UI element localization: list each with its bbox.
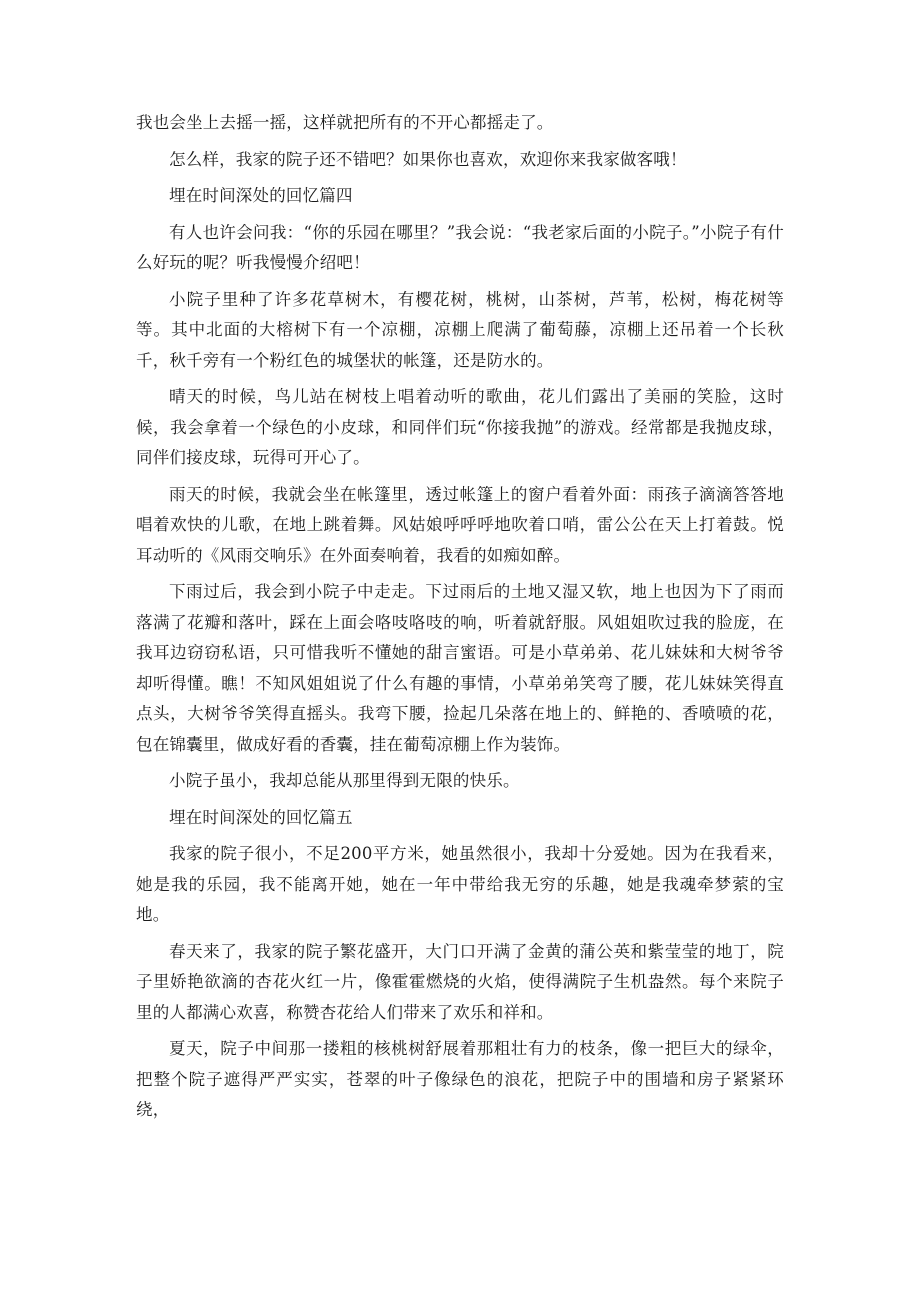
paragraph-9: 我家的院子很小，不足200平方米，她虽然很小，我却十分爱她。因为在我看来，她是我的乐园，我不能离开她，她在一年中带给我无穷的乐趣，她是我魂牵梦萦的宝地。 <box>136 844 784 924</box>
section-heading-4: 埋在时间深处的回忆篇四 <box>169 186 353 205</box>
paragraph-8: 小院子虽小，我却总能从那里得到无限的快乐。 <box>169 771 520 790</box>
section-heading-5: 埋在时间深处的回忆篇五 <box>169 807 353 827</box>
paragraph-6: 雨天的时候，我就会坐在帐篷里，透过帐篷上的窗户看着外面：雨孩子滴滴答答地唱着欢快的儿歌，在地上跳着舞。风姑娘呼呼呼地吹着口哨，雷公公在天上打着鼓。悦耳动听的《风雨交响乐》在外面奏响着，我看的如痴如醉。 <box>136 484 784 565</box>
document-body <box>136 108 784 1132</box>
paragraph-2: 怎么样，我家的院子还不错吧？如果你也喜欢，欢迎你来我家做客哦！ <box>169 149 687 169</box>
paragraph-5: 晴天的时候，鸟儿站在树枝上唱着动听的歌曲，花儿们露出了美丽的笑脸，这时候，我会拿着一个绿色的小皮球，和同伴们玩“你接我抛”的游戏。经常都是我抛皮球，同伴们接皮球，玩得可开心了。 <box>136 387 784 467</box>
paragraph-11: 夏天，院子中间那一搂粗的核桃树舒展着那粗壮有力的枝条，像一把巨大的绿伞，把整个院子遮得严严实实，苍翠的叶子像绿色的浪花，把院子中的围墙和房子紧紧环绕， <box>136 1039 784 1119</box>
paragraph-10: 春天来了，我家的院子繁花盛开，大门口开满了金黄的蒲公英和紫莹莹的地丁，院子里娇艳欲滴的杏花火红一片，像霍霍燃烧的火焰，使得满院子生机盎然。每个来院子里的人都满心欢喜，称赞杏花给人们带来了欢乐和祥和。 <box>136 941 784 1022</box>
paragraph-4: 小院子里种了许多花草树木，有樱花树，桃树，山茶树，芦苇，松树，梅花树等等。其中北面的大榕树下有一个凉棚，凉棚上爬满了葡萄藤，凉棚上还吊着一个长秋千，秋千旁有一个粉红色的城堡状的帐篷，还是防水的。 <box>136 289 784 370</box>
paragraph-1: 我也会坐上去摇一摇，这样就把所有的不开心都摇走了。 <box>136 113 554 132</box>
paragraph-3: 有人也许会问我：“你的乐园在哪里？”我会说：“我老家后面的小院子。”小院子有什么好玩的呢？听我慢慢介绍吧！ <box>136 222 784 272</box>
paragraph-7: 下雨过后，我会到小院子中走走。下过雨后的土地又湿又软，地上也因为下了雨而落满了花瓣和落叶，踩在上面会咯吱咯吱的响，听着就舒服。风姐姐吹过我的脸庞，在我耳边窃窃私语，只可惜我听不懂她的甜言蜜语。可是小草弟弟、花儿妹妹和大树爷爷却听得懂。瞧！不知风姐姐说了什么有趣的事情，小草弟弟笑弯了腰，花儿妹妹笑得直点头，大树爷爷笑得直摇头。我弯下腰，捡起几朵落在地上的、鲜艳的、香喷喷的花，包在锦囊里，做成好看的香囊，挂在葡萄凉棚上作为装饰。 <box>136 582 784 754</box>
